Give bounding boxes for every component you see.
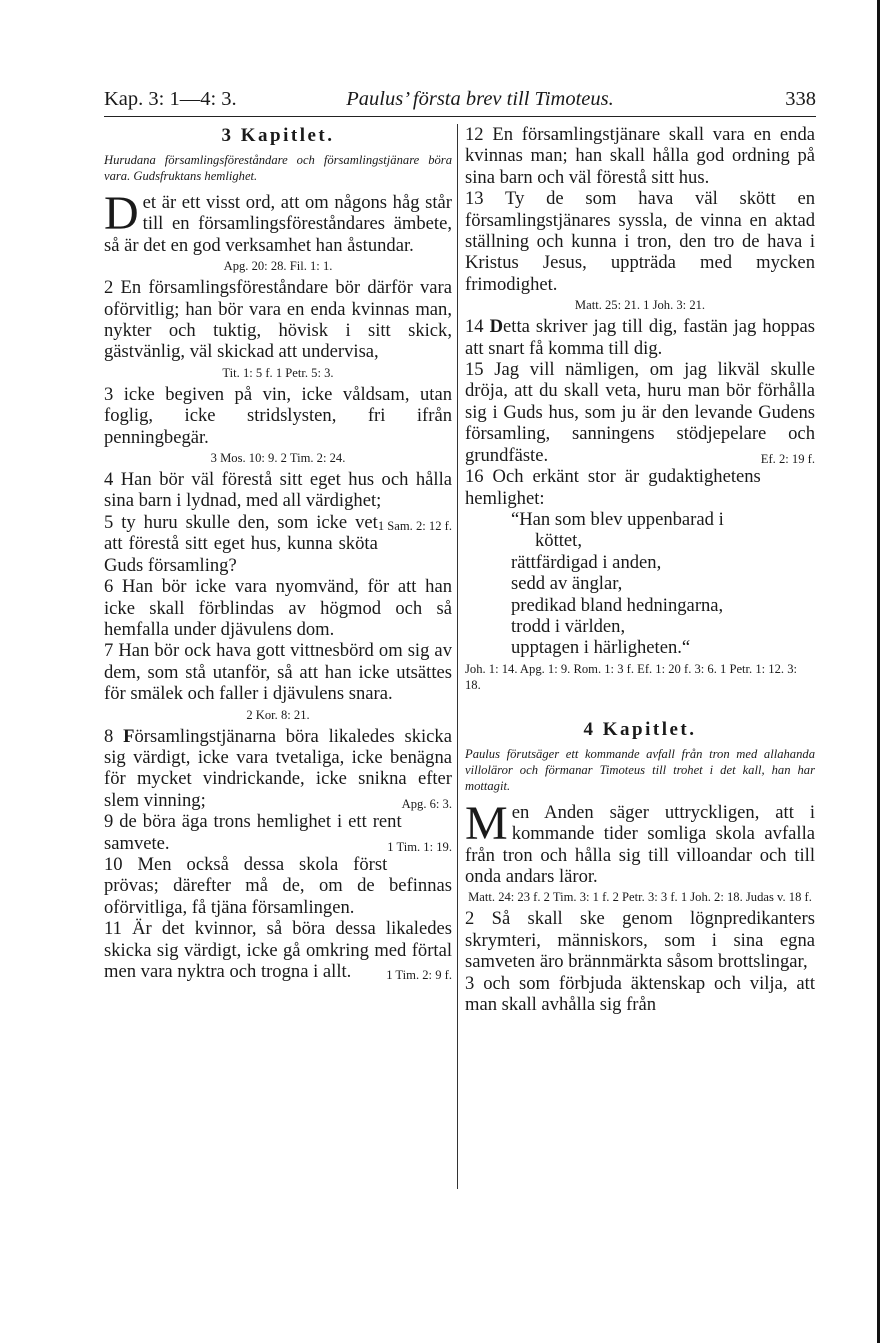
verse-4-1: Men Anden säger uttryckligen, att i kommande tider somliga skola avfalla från tron och hålla sig till villoandar och till onda andars läror. [465,796,815,887]
verse-3-3: 3 icke begiven på vin, icke våldsam, utan foglig, icke stridslysten, fri ifrån penningbegär. [104,383,452,448]
chapter-3-summary: Hurudana församlingsföreståndare och församlingstjänare böra vara. Gudsfruktans hemlighet. [104,153,452,183]
chapter-4-summary: Paulus förutsäger ett kommande avfall från tron med allahanda villoläror och förmanar Timoteus till trohet i det kall, han har mottagit. [465,746,815,793]
verse-3-4: 4 Han bör väl förestå sitt eget hus och hålla sina barn i lydnad, med all värdighet; 1 Sam. 2: 12 f. [104,469,452,512]
hymn-poem [511,509,815,659]
right-column [465,124,815,1015]
verse-3-5: 5 ty huru skulle den, som icke vet att förestå sitt eget hus, kunna sköta Guds församling? [104,511,378,576]
verse-3-15: 15 Jag vill nämligen, om jag likväl skulle dröja, att du skall veta, huru man bör förhålla sig i Guds hus, som ju är den levande Gudens församling, sanningens stödjepelare och grundfäste. Ef. 2: 19 f. [465,359,815,466]
poem-line: sedd av änglar, [511,573,623,595]
verse-3-14: 14 Detta skriver jag till dig, fastän jag hoppas att snart få komma till dig. [465,316,815,359]
verse-3-2: 2 En församlingsföreståndare bör därför vara oförvitlig; han bör vara en enda kvinnas man, nykter och tuktig, hövisk i sitt skick, gästvänlig, väl skickad att undervisa, [104,277,452,363]
column-divider [457,124,458,1189]
cross-reference: 1 Tim. 1: 19. [387,839,452,854]
poem-line: “Han som blev uppenbarad i [511,508,724,530]
verse-3-10: 10 Men också dessa skola först prövas; därefter må de, om de befinnas oförvitliga, få tjäna församlingen. [104,853,452,918]
poem-line: rättfärdigad i anden, [511,551,662,573]
verse-3-13: 13 Ty de som hava väl skött en församlingstjänares syssla, de vinna en aktad ställning och kunna i tron, den tro de hava i Kristus Jesus, uppträda med mycken frimodighet. [465,188,815,295]
poem-line: köttet, [535,530,582,552]
cross-reference: Tit. 1: 5 f. 1 Petr. 5: 3. [222,365,334,380]
cross-reference: 2 Kor. 8: 21. [246,707,310,722]
left-column [104,124,452,986]
cross-reference: Ef. 2: 19 f. [760,451,815,466]
cross-reference: Apg. 6: 3. [401,796,452,811]
verse-3-12: 12 En församlingstjänare skall vara en enda kvinnas man; han skall hålla god ordning på sina barn och väl förestå sitt hus. [465,124,815,188]
poem-line: trodd i världen, [511,615,626,637]
cross-reference: Matt. 25: 21. 1 Joh. 3: 21. [574,298,706,313]
section-initial: D [489,316,504,338]
page-number: 338 [785,88,816,110]
cross-reference: 3 Mos. 10: 9. 2 Tim. 2: 24. [210,451,346,466]
verse-3-11: 11 Är det kvinnor, så böra dessa likaledes skicka sig värdigt, icke gå omkring med förtal men vara nyktra och trogna i allt. 1 Tim. 2: 9 f. [104,918,452,982]
header-book-title: Paulus’ första brev till Timoteus. [346,88,614,110]
verse-3-9: 9 de böra äga trons hemlighet i ett rent samvete. 1 Tim. 1: 19. [104,811,452,854]
chapter-4-title: 4 Kapitlet. [583,718,697,740]
drop-cap: D [104,187,139,240]
running-header [104,84,816,117]
chapter-3-title: 3 Kapitlet. [221,125,335,146]
verse-4-3: 3 och som förbjuda äktenskap och vilja, att man skall avhålla sig från [465,972,815,1015]
poem-line: upptagen i härligheten.“ [511,637,691,659]
section-initial: F [123,725,135,747]
verse-3-7: 7 Han bör ock hava gott vittnesbörd om sig av dem, som stå utanför, så att han icke utsättes för smälek och faller i djävulens snara. [104,640,452,705]
poem-line: predikad bland hedningarna, [511,594,724,616]
chapter-gap [465,696,815,718]
verse-3-8: 8 Församlingstjänarna böra likaledes skicka sig värdigt, icke vara tvetaliga, icke benägna för mycket vindrickande, icke snikna efter slem vinning; Apg. 6: 3. [104,726,452,812]
header-chapter-range: Kap. 3: 1—4: 3. [104,88,237,110]
drop-cap: M [465,796,508,850]
verse-3-1: Det är ett visst ord, att om någons håg står till en församlingsföreståndares ämbete, så är det en god verksamhet han åstundar. [104,187,452,256]
verse-4-2: 2 Så skall ske genom lögnpredikanters skrymteri, människors, som i sina egna samveten äro brännmärkta såsom brottslingar, [465,908,815,973]
verse-3-6: 6 Han bör icke vara nyomvänd, för att han icke skall förblindas av högmod och så hemfalla under djävulens dom. [104,576,452,640]
cross-reference: Apg. 20: 28. Fil. 1: 1. [223,259,333,274]
cross-reference: 1 Sam. 2: 12 f. [377,518,452,533]
cross-reference: Joh. 1: 14. Apg. 1: 9. Rom. 1: 3 f. Ef. 1: 20 f. 3: 6. 1 Petr. 1: 12. 3: 18. [465,661,797,692]
cross-reference: 1 Tim. 2: 9 f. [386,968,452,982]
verse-3-16: 16 Och erkänt stor är gudaktighetens hemlighet: [465,466,761,509]
cross-reference: Matt. 24: 23 f. 2 Tim. 3: 1 f. 2 Petr. 3: 3 f. 1 Joh. 2: 18. Judas v. 18 f. [468,890,812,905]
